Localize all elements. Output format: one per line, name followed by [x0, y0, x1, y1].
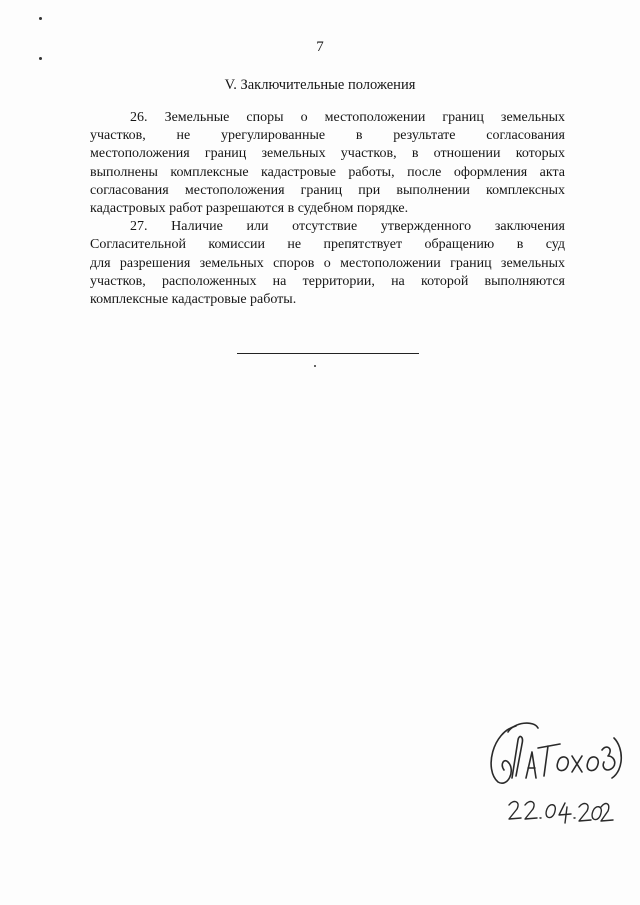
page-number: 7 [316, 39, 324, 55]
document-body [90, 109, 565, 309]
paragraph-line: комплексные кадастровые работы. [90, 292, 297, 308]
paragraph-line: согласования местоположения границ при выполнении комплексных [90, 182, 565, 198]
section-title: V. Заключительные положения [224, 77, 416, 93]
rule-dot [314, 365, 316, 367]
paragraph-line: выполнены комплексные кадастровые работы, после оформления акта [90, 164, 565, 180]
paragraph-line: участков, расположенных на территории, на которой выполняются [90, 273, 565, 289]
handwritten-date [505, 795, 615, 831]
paragraph-line: кадастровых работ разрешаются в судебном порядке. [90, 201, 409, 217]
scan-speck [39, 57, 42, 60]
handwritten-signature [478, 718, 628, 788]
paragraph-line: 26. Земельные споры о местоположении границ земельных [130, 110, 565, 125]
scan-speck [39, 17, 42, 20]
paragraph-27 [90, 218, 565, 309]
end-of-document-rule [237, 353, 419, 354]
paragraph-line: для разрешения земельных споров о местоположении границ земельных [90, 255, 565, 271]
paragraph-line: местоположения границ земельных участков, в отношении которых [90, 146, 565, 162]
paragraph-line: участков, не урегулированные в результате согласования [90, 128, 565, 144]
paragraph-line: Согласительной комиссии не препятствует обращению в суд [90, 237, 565, 253]
paragraph-26 [90, 109, 565, 218]
paragraph-line: 27. Наличие или отсутствие утвержденного заключения [130, 219, 565, 235]
